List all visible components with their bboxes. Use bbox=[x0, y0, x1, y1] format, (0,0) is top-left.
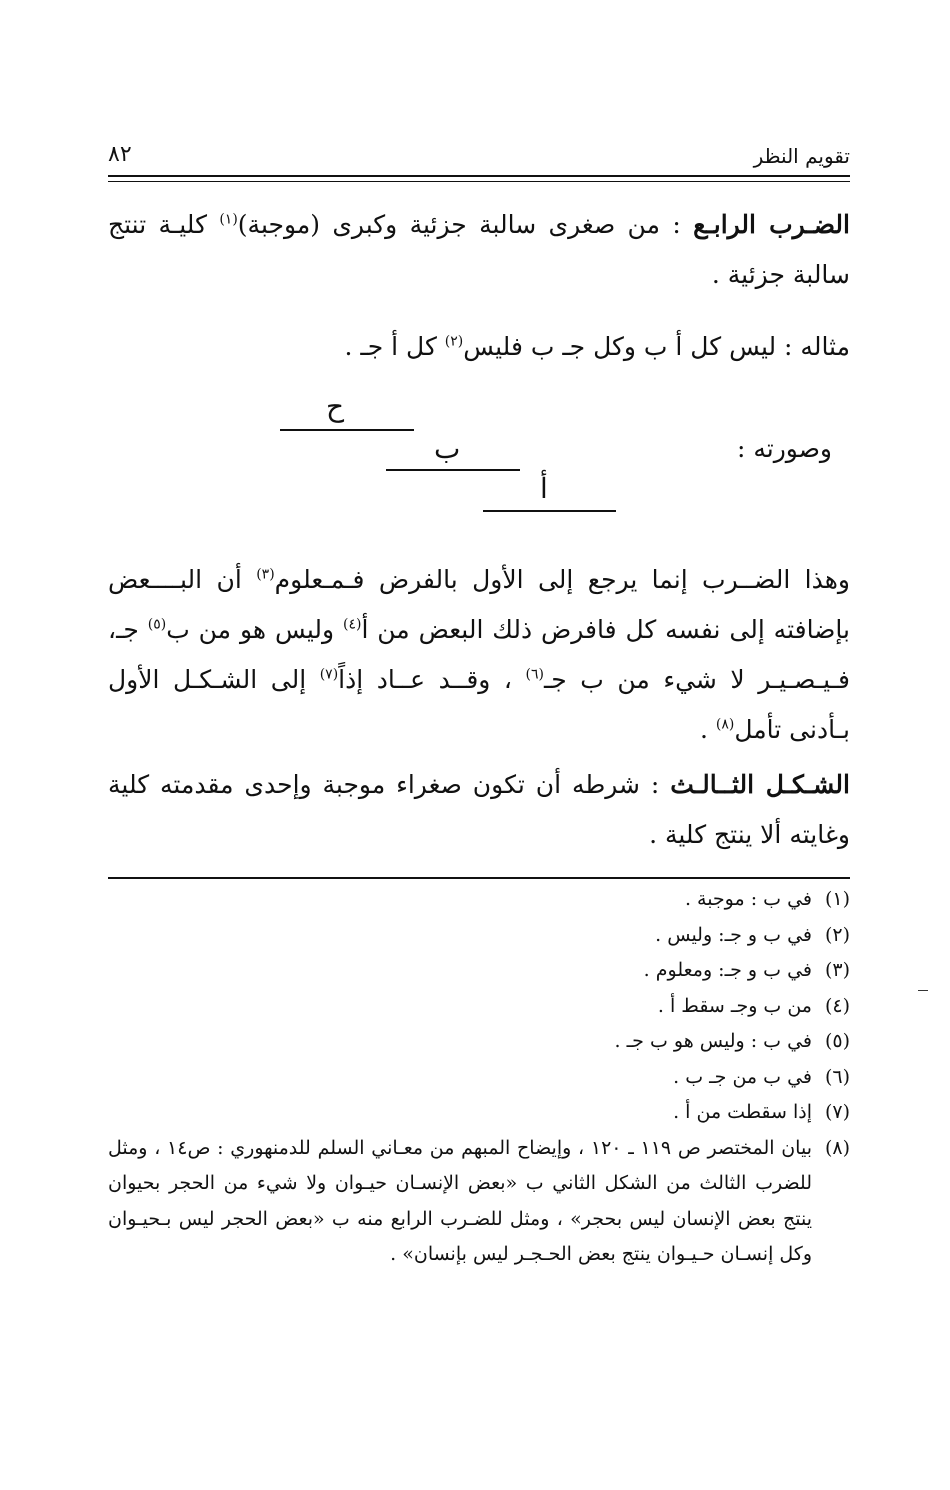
paragraph-text: أن البــــعض بإضافته إلى نفسه كل فافرض ذلك البعض من أ bbox=[108, 565, 850, 644]
footnote-ref[interactable]: (٣) bbox=[256, 566, 275, 583]
footnote-text: في ب : موجبة . bbox=[684, 888, 812, 910]
paragraph-text: إلى الشـكـل الأول بـأدنى تأمل bbox=[108, 665, 850, 744]
footnote-item bbox=[108, 918, 850, 954]
footnote-text: بيان المختصر ص ١١٩ ـ ١٢٠ ، وإيضاح المبهم من معـاني السلم للدمنهوري : ص١٤ ، ومثل للضرب الثالث من الشكل الثاني ب «بعض الإنسـان حيـوان ولا شيء من الحجر بحيوان ينتج بعض الإنسان ليس بحجر» ، ومثل للضـرب الرابع منه ب «بعض الحجر ليس بـحيـوان وكل إنسـان حـيـوان ينتج بعض الحـجـر ليس بإنسان» . bbox=[108, 1136, 812, 1265]
footnote-text: في ب من جـ ب . bbox=[673, 1065, 812, 1088]
footnote-text: في ب و جـ: ومعلوم . bbox=[643, 959, 812, 981]
page-number: ٨٢ bbox=[108, 142, 132, 167]
example-text: مثاله : ليس كل أ ب وكل جـ ب فليس bbox=[463, 332, 850, 361]
paragraph-text: وهذا الضــرب إنما يرجع إلى الأول بالفرض فـمـعلوم bbox=[274, 565, 850, 594]
section-heading: الشـكـل الثــالـث bbox=[670, 770, 850, 799]
footnote-ref[interactable]: (٦) bbox=[525, 666, 544, 683]
figure-line-top bbox=[280, 429, 414, 431]
footnote-number: (٦) bbox=[824, 1065, 850, 1088]
paragraph-text: : شرطه أن تكون صغراء موجبة وإحدى مقدمته كلية وغايته ألا ينتج كلية . bbox=[108, 770, 850, 849]
footnote-item bbox=[108, 882, 850, 918]
footnote-item bbox=[108, 1024, 850, 1060]
example-text: كل أ جـ . bbox=[344, 332, 445, 361]
section-heading: الضـرب الرابـع bbox=[693, 210, 850, 239]
figure-letter-top: ح bbox=[326, 390, 345, 423]
footnote-separator bbox=[108, 877, 850, 879]
paragraph-text: : من صغرى سالبة جزئية وكبرى (موجبة) bbox=[237, 210, 694, 239]
footnote-ref[interactable]: (١) bbox=[219, 211, 238, 228]
header-rule-thin bbox=[108, 181, 850, 182]
footnote-item bbox=[108, 989, 850, 1025]
footnote-ref[interactable]: (٧) bbox=[319, 666, 339, 683]
footnote-number: (٣) bbox=[824, 959, 850, 981]
footnote-text: من ب وجـ سقط أ . bbox=[657, 994, 812, 1017]
footnote-item bbox=[108, 1095, 850, 1131]
footnote-number: (٢) bbox=[824, 923, 850, 946]
paragraph-third-figure bbox=[108, 760, 850, 860]
figure-letter-middle: ب bbox=[434, 432, 461, 465]
paragraph-text: ، وقــد عــاد إذاً bbox=[338, 665, 526, 694]
footnote-item bbox=[108, 1131, 850, 1273]
footnote-ref[interactable]: (٨) bbox=[715, 716, 735, 733]
footnote-number: (٤) bbox=[824, 994, 850, 1017]
paragraph-reduction bbox=[108, 555, 850, 755]
footnote-text: في ب و جـ: وليس . bbox=[655, 923, 812, 946]
figure-letter-bottom: أ bbox=[540, 472, 548, 505]
footnote-item bbox=[108, 953, 850, 989]
paragraph-text: كليـة تنتج سالبة جزئية . bbox=[108, 210, 850, 289]
footnote-text: في ب : وليس هو ب جـ . bbox=[614, 1030, 812, 1052]
footnote-text: إذا سقطت من أ . bbox=[673, 1101, 812, 1123]
figure-line-bottom bbox=[483, 510, 616, 512]
footnote-number: (١) bbox=[824, 888, 850, 910]
margin-mark bbox=[918, 990, 928, 991]
paragraph-fourth-mood bbox=[108, 200, 850, 300]
footnote-ref[interactable]: (٤) bbox=[342, 616, 362, 633]
figure-line-middle bbox=[386, 469, 520, 471]
header-rule bbox=[108, 175, 850, 177]
figure-label: وصورته : bbox=[736, 434, 832, 463]
footnote-number: (٨) bbox=[824, 1136, 850, 1159]
paragraph-text: جـ، فـيـصـيـر لا شيء من ب جـ bbox=[108, 615, 850, 694]
paragraph-text: . bbox=[699, 715, 716, 744]
footnote-number: (٧) bbox=[824, 1101, 850, 1123]
paragraph-text: وليس هو من ب bbox=[166, 615, 343, 644]
footnote-item bbox=[108, 1060, 850, 1096]
footnote-ref[interactable]: (٢) bbox=[444, 333, 464, 350]
footnote-number: (٥) bbox=[824, 1030, 850, 1052]
example-line bbox=[345, 322, 851, 372]
running-title: تقويم النظر bbox=[753, 144, 850, 168]
page-header bbox=[108, 140, 850, 174]
footnote-ref[interactable]: (٥) bbox=[147, 616, 167, 633]
footnotes bbox=[108, 882, 850, 1273]
